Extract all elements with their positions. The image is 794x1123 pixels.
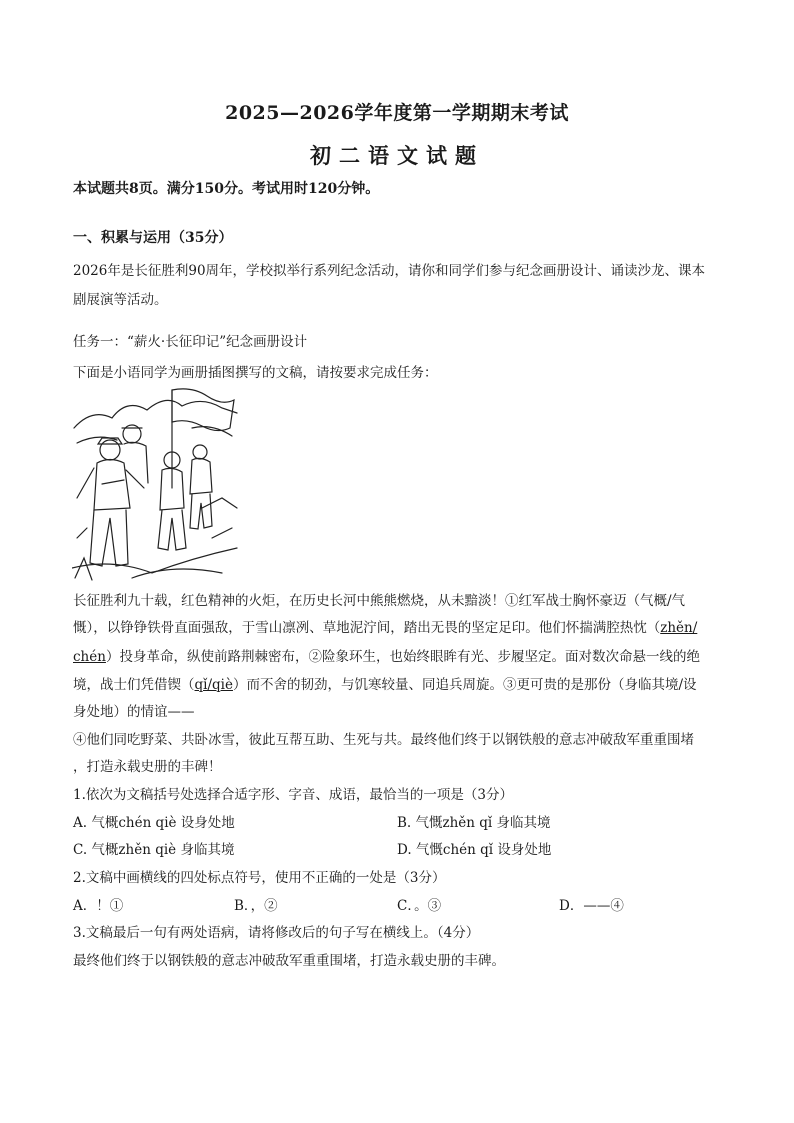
q1-option-c: C. 气概zhěn qiè 身临其境 xyxy=(73,842,235,858)
task1-desc: 下面是小语同学为画册插图撰写的文稿，请按要求完成任务： xyxy=(73,365,438,381)
passage-line-5: 身处地）的情谊—— xyxy=(73,704,195,720)
q1-option-d: D. 气慨chén qǐ 设身处地 xyxy=(397,842,552,858)
q2-stem: 2.文稿中画横线的四处标点符号，使用不正确的一处是（3分） xyxy=(73,870,446,886)
q1-option-b: B. 气慨zhěn qǐ 身临其境 xyxy=(397,815,551,831)
intro-line-2: 剧展演等活动。 xyxy=(73,292,168,308)
pinyin-chen: chén xyxy=(73,649,106,665)
q2-option-b: B．，② xyxy=(234,898,278,914)
section-heading: 一、积累与运用（35分） xyxy=(73,230,233,246)
q3-sentence: 最终他们终于以钢铁般的意志冲破敌军重重围堵，打造永载史册的丰碑。 xyxy=(73,953,505,969)
q2-option-a: A．！① xyxy=(73,898,124,914)
q1-stem: 1.依次为文稿括号处选择合适字形、字音、成语，最恰当的一项是（3分） xyxy=(73,787,513,803)
q3-stem: 3.文稿最后一句有两处语病，请将修改后的句子写在横线上。（4分） xyxy=(73,925,480,941)
exam-subtitle: 初二语文试题 xyxy=(310,143,484,168)
passage-line-4: 境，战士们凭借锲（qǐ/qiè）而不舍的韧劲，与饥寒较量、同追兵周旋。③更可贵的是那份（身临其境/设 xyxy=(73,677,697,693)
exam-info: 本试题共8页。满分150分。考试用时120分钟。 xyxy=(73,181,380,197)
pinyin-qi-qie: qǐ/qiè xyxy=(194,677,233,693)
q2-option-c: C．。③ xyxy=(397,898,442,914)
q1-option-a: A. 气概chén qiè 设身处地 xyxy=(73,815,235,831)
task1-title: 任务一：“薪火·长征印记”纪念画册设计 xyxy=(73,334,308,350)
passage-line-2: 慨），以铮铮铁骨直面强敌，于雪山凛冽、草地泥泞间，踏出无畏的坚定足印。他们怀揣满腔热忱（zhěn/ xyxy=(73,620,698,636)
long-march-illustration xyxy=(72,388,238,584)
passage-line-1: 长征胜利九十载，红色精神的火炬，在历史长河中熊熊燃烧，从未黯淡！①红军战士胸怀豪迈（气概/气 xyxy=(73,593,686,609)
exam-title: 2025—2026学年度第一学期期末考试 xyxy=(225,102,569,124)
passage-line-6: ④他们同吃野菜、共卧冰雪，彼此互帮互助、生死与共。最终他们终于以钢铁般的意志冲破敌军重重围堵 xyxy=(73,732,694,748)
passage-line-7: ，打造永载史册的丰碑！ xyxy=(73,759,222,775)
intro-line-1: 2026年是长征胜利90周年，学校拟举行系列纪念活动，请你和同学们参与纪念画册设计、诵读沙龙、课本 xyxy=(73,263,706,279)
pinyin-zhen: zhěn/ xyxy=(660,620,698,636)
passage-line-3: chén）投身革命，纵使前路荆棘密布，②险象环生，也始终眼眸有光、步履坚定。面对数次命悬一线的绝 xyxy=(73,649,700,665)
q2-option-d: D．——④ xyxy=(559,898,624,914)
